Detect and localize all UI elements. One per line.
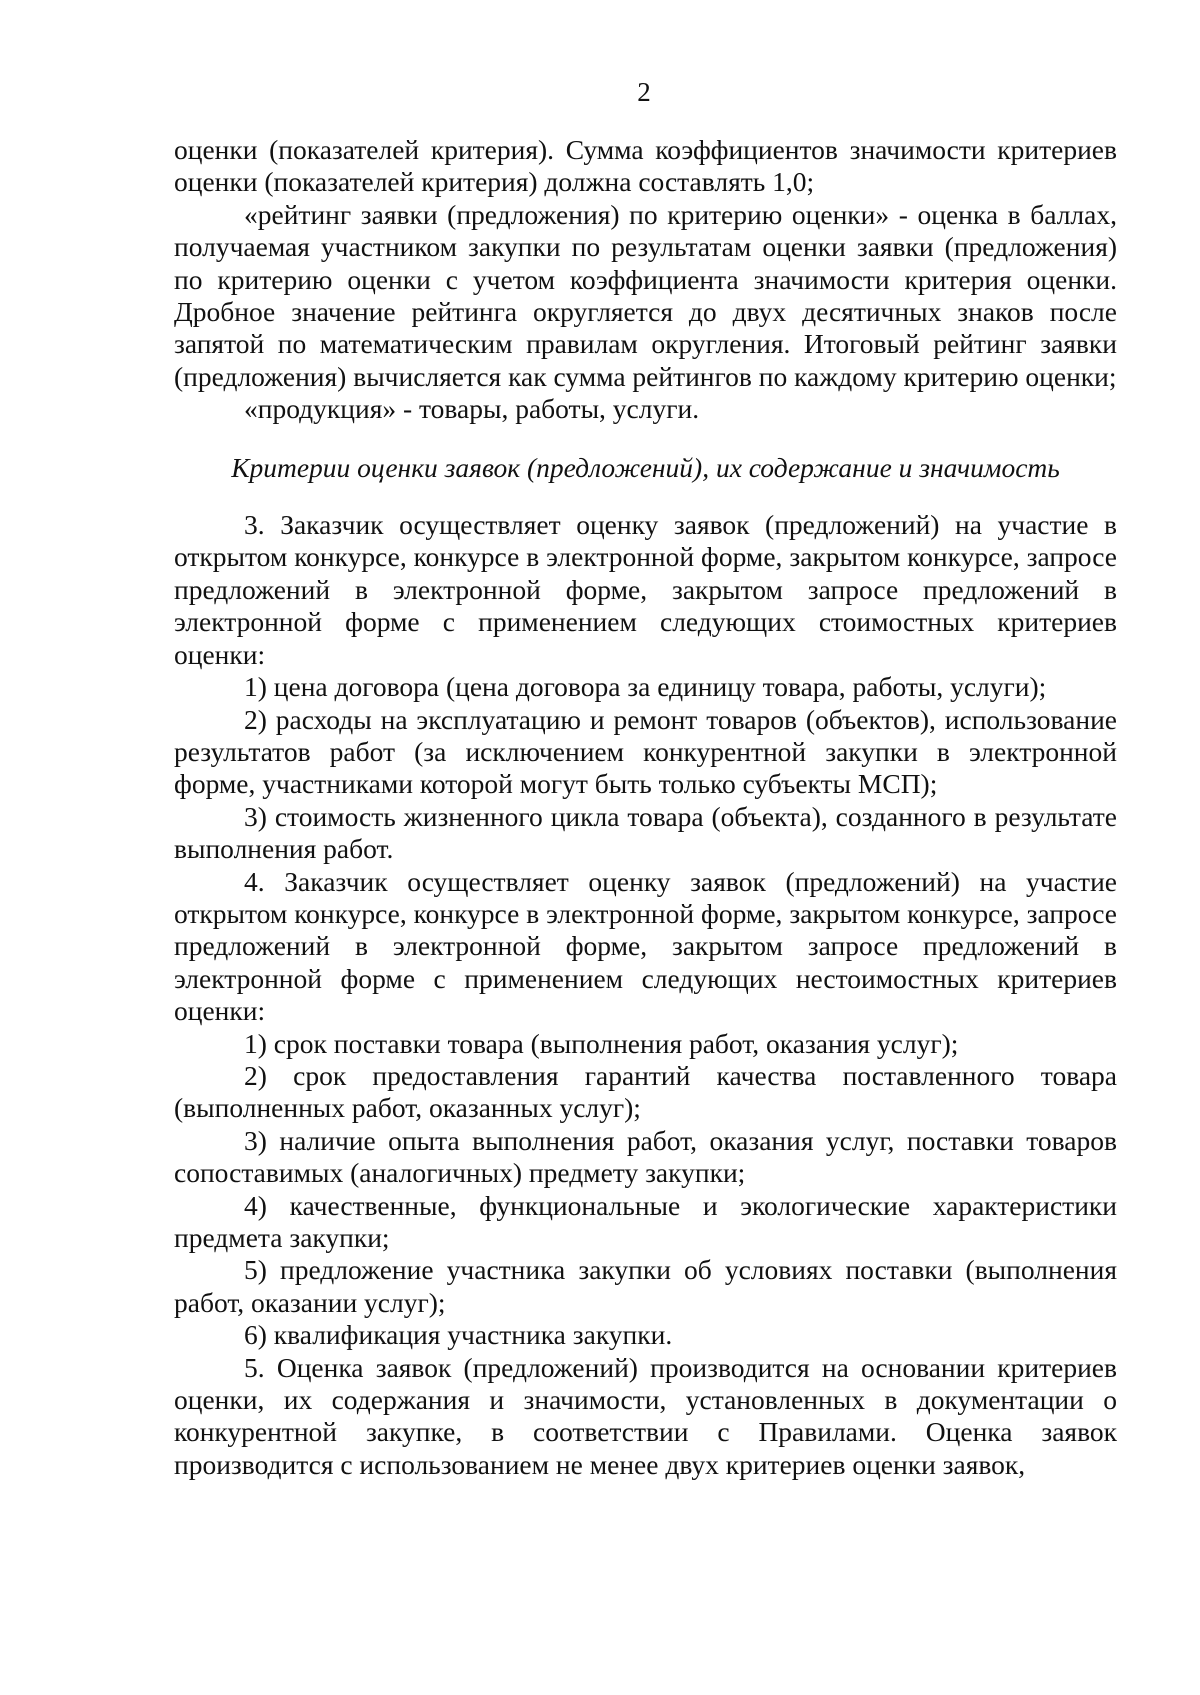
page-number: 2 <box>637 77 651 107</box>
list-item: 4) качественные, функциональные и экологические характеристики предмета закупки; <box>174 1189 1117 1253</box>
list-item: 3) стоимость жизненного цикла товара (объекта), созданного в результате выполнения работ. <box>174 800 1117 865</box>
paragraph-item-5: 5. Оценка заявок (предложений) производится на основании критериев оценки, их содержания и значимости, установленных в документации о конкурентной закупке, в соответствии с Правилами. Оценка заявок производится с использованием не менее двух критериев оценки заявок, <box>174 1351 1117 1480</box>
section-heading: Критерии оценки заявок (предложений), их содержание и значимость <box>231 451 1060 483</box>
list-item: 1) срок поставки товара (выполнения работ, оказания услуг); <box>244 1027 959 1059</box>
document-body <box>174 134 1117 1481</box>
list-item: 1) цена договора (цена договора за единицу товара, работы, услуги); <box>244 671 1047 703</box>
list-item: 2) срок предоставления гарантий качества поставленного товара (выполненных работ, оказанных услуг); <box>174 1059 1117 1124</box>
paragraph-item-4: 4. Заказчик осуществляет оценку заявок (предложений) на участие открытом конкурсе, конкурсе в электронной форме, закрытом конкурсе, запросе предложений в электронной форме, закрытом запросе предложений в электронной форме с применением следующих нестоимостных критериев оценки: <box>174 865 1117 1027</box>
list-item: 6) квалификация участника закупки. <box>244 1319 673 1351</box>
paragraph-definition-rating: «рейтинг заявки (предложения) по критерию оценки» - оценка в баллах, получаемая участником закупки по результатам оценки заявки (предложения) по критерию оценки с учетом коэффициента значимости критерия оценки. Дробное значение рейтинга округляется до двух десятичных знаков после запятой по математическим правилам округления. Итоговый рейтинг заявки (предложения) вычисляется как сумма рейтингов по каждому критерию оценки; <box>174 198 1117 392</box>
list-item: 3) наличие опыта выполнения работ, оказания услуг, поставки товаров сопоставимых (аналогичных) предмету закупки; <box>174 1124 1117 1189</box>
paragraph-item-3: 3. Заказчик осуществляет оценку заявок (предложений) на участие в открытом конкурсе, конкурсе в электронной форме, закрытом конкурсе, запросе предложений в электронной форме, закрытом запросе предложений в электронной форме с применением следующих стоимостных критериев оценки: <box>174 509 1117 670</box>
list-item: 5) предложение участника закупки об условиях поставки (выполнения работ, оказании услуг); <box>174 1254 1117 1318</box>
paragraph-definition-product: «продукция» - товары, работы, услуги. <box>244 393 700 425</box>
list-item: 2) расходы на эксплуатацию и ремонт товаров (объектов), использование результатов работ (за исключением конкурентной закупки в электронной форме, участниками которой могут быть только субъекты МСП); <box>174 703 1117 800</box>
paragraph-continuation: оценки (показателей критерия). Сумма коэффициентов значимости критериев оценки (показателей критерия) должна составлять 1,0; <box>174 134 1117 198</box>
